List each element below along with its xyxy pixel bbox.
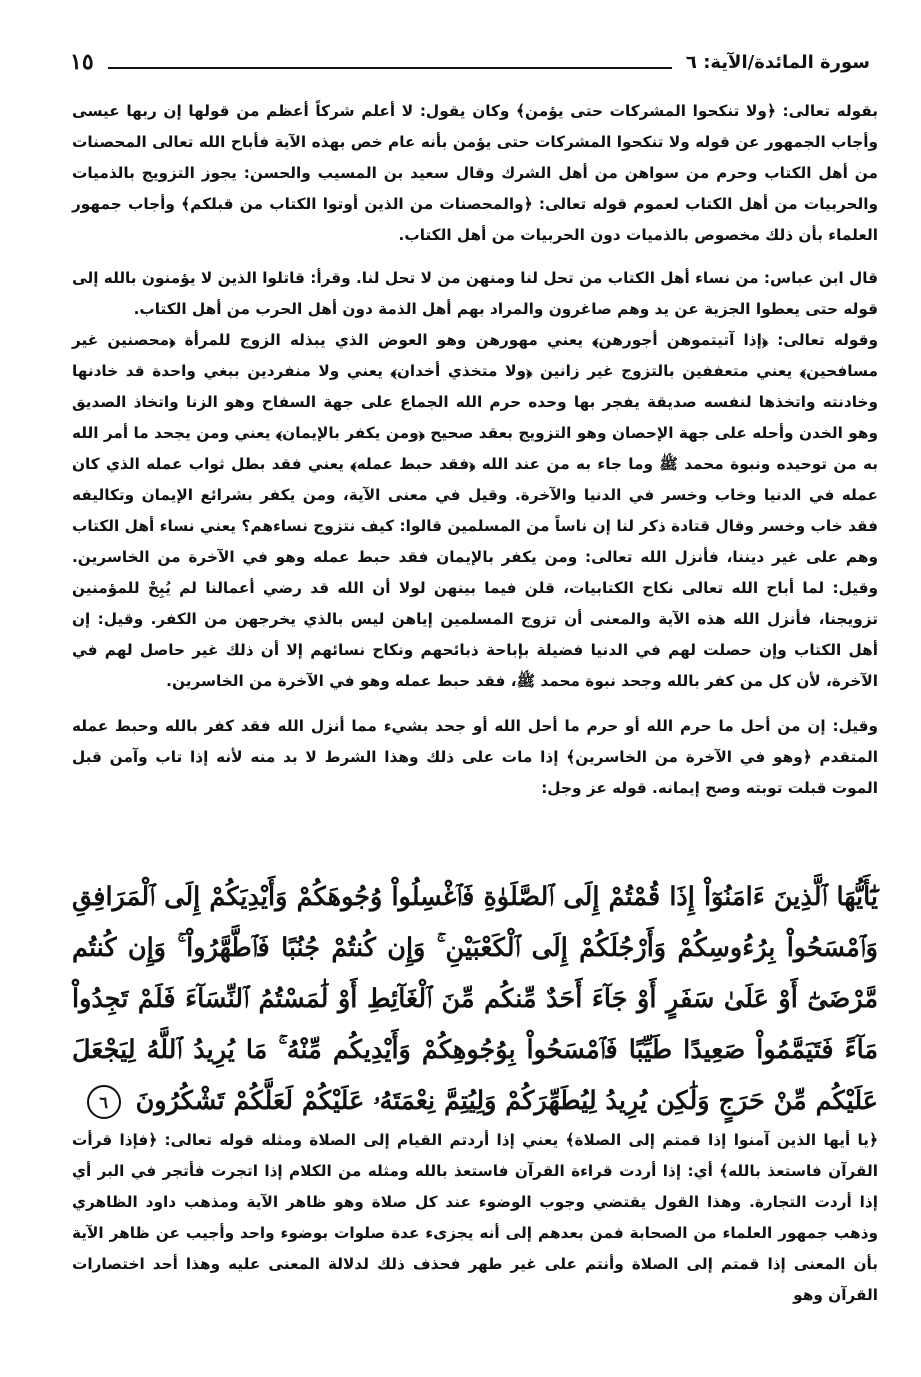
running-title: سورة المائدة/الآية: ٦: [685, 51, 870, 73]
quran-verse-block: [72, 872, 878, 1127]
paragraph-1: بقوله تعالى: ﴿ولا تنكحوا المشركات حتى يؤمن﴾ وكان يقول: لا أعلم شركاً أعظم من قولها إن ربها عيسى وأجاب الجمهور عن قوله ولا تنكحوا المشركات حتى يؤمن بأنه عام خص بهذه الآية فأباح الله تعالى المحصنات من أهل الكتاب وحرم من سواهن من أهل الشرك وقال سعيد بن المسيب والحسن: يجوز التزويج بالذميات والحربيات من أهل الكتاب لعموم قوله تعالى: ﴿والمحصنات من الذين أوتوا الكتاب من قبلكم﴾ وأجاب جمهور العلماء بأن ذلك مخصوص بالذميات دون الحربيات من أهل الكتاب.: [72, 102, 878, 244]
paragraph-2: قال ابن عباس: من نساء أهل الكتاب من تحل لنا ومنهن من لا تحل لنا. وقرأ: قاتلوا الذين لا يؤمنون بالله إلى قوله حتى يعطوا الجزية عن يد وهم صاغرون والمراد بهم أهل الذمة دون أهل الحرب من أهل الكتاب.: [72, 269, 878, 318]
commentary-body: [72, 1125, 878, 1311]
page-number: ١٥: [70, 49, 94, 75]
tafsir-body: [72, 96, 878, 804]
commentary-paragraph: ﴿يا أيها الذين آمنوا إذا قمتم إلى الصلاة﴾ يعني إذا أردتم القيام إلى الصلاة ومثله قوله تعالى: ﴿فإذا قرأت القرآن فاستعذ بالله﴾ أي: إذا أردت قراءة القرآن فاستعذ بالله ومثله من الكلام إذا اتجرت فأتجر في البر أي إذا أردت التجارة. وهذا القول يقتضي وجوب الوضوء عند كل صلاة وهو ظاهر الآية ومذهب داود الظاهري وذهب جمهور العلماء من الصحابة فمن بعدهم إلى أنه يجزىء عدة صلوات بوضوء واحد وأجيب عن ظاهر الآية بأن المعنى إذا قمتم إلى الصلاة وأنتم على غير طهر فحذف ذلك لدلالة المعنى عليه وهذا أحد اختصارات القرآن وهو: [72, 1131, 878, 1304]
page-header: [70, 42, 870, 82]
header-rule: [108, 67, 672, 69]
paragraph-3: وقوله تعالى: ﴿إذا آتيتموهن أجورهن﴾ يعني مهورهن وهو العوض الذي يبذله الزوج للمرأة ﴿محصنين غير مسافحين﴾ يعني متعففين بالتزوج غير زانين ﴿ولا متخذي أخدان﴾ يعني ولا منفردين ببغي واحدة قد خادنها وخادنته واتخذها لنفسه صديقة يفجر بها وحده حرم الله الجماع على جهة السفاح وهو الزنا واتخاذ الصديق وهو الخدن وأحله على جهة الإحصان وهو التزويج بعقد صحيح ﴿ومن يكفر بالإيمان﴾ يعني ومن يجحد ما أمر الله به من توحيده ونبوة محمد ﷺ وما جاء به من عند الله ﴿فقد حبط عمله﴾ يعني فقد بطل ثواب عمله الذي كان عمله في الدنيا وخاب وخسر في الدنيا والآخرة. وقيل في معنى الآية، ومن يكفر بشرائع الإيمان وتكاليفه فقد خاب وخسر وقال قتادة ذكر لنا إن ناساً من المسلمين قالوا: كيف نتزوج نساءهم؟ يعني نساء أهل الكتاب وهم على غير ديننا، فأنزل الله تعالى: ومن يكفر بالإيمان فقد حبط عمله وهو في الآخرة من الخاسرين. وقيل: لما أباح الله تعالى نكاح الكتابيات، قلن فيما بينهن لولا أن الله قد رضي أعمالنا لم يُبِحْ للمؤمنين تزويجنا، فأنزل الله هذه الآية والمعنى أن تزوج المسلمين إياهن ليس بالذي يخرجهن من الكفر. وقيل: إن أهل الكتاب وإن حصلت لهم في الدنيا فضيلة بإباحة ذبائحهم ونكاح نسائهم إلا أن ذلك غير حاصل لهم في الآخرة، لأن كل من كفر بالله وجحد نبوة محمد ﷺ، فقد حبط عمله وهو في الآخرة من الخاسرين.: [72, 331, 878, 690]
paragraph-4: وقيل: إن من أحل ما حرم الله أو حرم ما أحل الله أو جحد بشيء مما أنزل الله فقد كفر بالله وحبط عمله المتقدم ﴿وهو في الآخرة من الخاسرين﴾ إذا مات على ذلك وهذا الشرط لا بد منه لأنه إذا تاب وآمن قبل الموت قبلت توبته وصح إيمانه. قوله عز وجل:: [72, 717, 878, 797]
ayah-number-marker: ٦: [87, 1085, 121, 1119]
quran-verse-text: يَٰٓأَيُّهَا ٱلَّذِينَ ءَامَنُوٓاْ إِذَا قُمْتُمْ إِلَى ٱلصَّلَوٰةِ فَٱغْسِلُواْ وُجُوهَكُمْ وَأَيْدِيَكُمْ إِلَى ٱلْمَرَافِقِ وَٱمْسَحُواْ بِرُءُوسِكُمْ وَأَرْجُلَكُمْ إِلَى ٱلْكَعْبَيْنِ ۚ وَإِن كُنتُمْ جُنُبًا فَٱطَّهَّرُواْ ۚ وَإِن كُنتُم مَّرْضَىٰٓ أَوْ عَلَىٰ سَفَرٍ أَوْ جَآءَ أَحَدٌ مِّنكُم مِّنَ ٱلْغَآئِطِ أَوْ لَٰمَسْتُمُ ٱلنِّسَآءَ فَلَمْ تَجِدُواْ مَآءً فَتَيَمَّمُواْ صَعِيدًا طَيِّبًا فَٱمْسَحُواْ بِوُجُوهِكُمْ وَأَيْدِيكُم مِّنْهُ ۚ مَا يُرِيدُ ٱللَّهُ لِيَجْعَلَ عَلَيْكُم مِّنْ حَرَجٍ وَلَٰكِن يُرِيدُ لِيُطَهِّرَكُمْ وَلِيُتِمَّ نِعْمَتَهُۥ عَلَيْكُمْ لَعَلَّكُمْ تَشْكُرُونَ: [72, 882, 878, 1116]
